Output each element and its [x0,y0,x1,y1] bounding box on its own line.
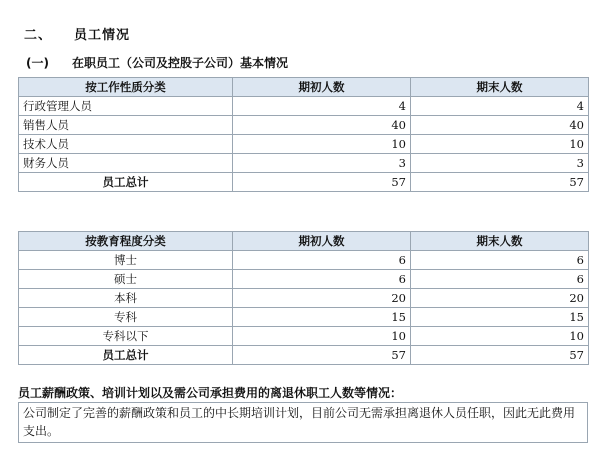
employee-nature-table [18,77,589,192]
total-row [19,173,589,192]
begin-count: 20 [233,289,411,308]
column-header: 期初人数 [233,232,411,251]
begin-count: 6 [233,270,411,289]
total-label: 员工总计 [19,173,233,192]
end-count: 20 [411,289,589,308]
row-label: 硕士 [19,270,233,289]
table-header-row [19,78,589,97]
column-header: 期初人数 [233,78,411,97]
employee-education-table [18,231,589,365]
begin-count: 40 [233,116,411,135]
policy-heading: 员工薪酬政策、培训计划以及需公司承担费用的离退休职工人数等情况： [18,386,403,400]
subsection-heading [26,54,288,71]
row-label: 专科 [19,308,233,327]
table-row [19,327,589,346]
table-row [19,154,589,173]
row-label: 销售人员 [19,116,233,135]
table-header-row [19,232,589,251]
table-row [19,116,589,135]
begin-count: 10 [233,327,411,346]
row-label: 专科以下 [19,327,233,346]
end-count: 6 [411,251,589,270]
column-header: 期末人数 [411,78,589,97]
total-begin: 57 [233,346,411,365]
row-label: 博士 [19,251,233,270]
table-row [19,289,589,308]
total-row [19,346,589,365]
end-count: 10 [411,327,589,346]
column-header: 期末人数 [411,232,589,251]
begin-count: 15 [233,308,411,327]
table-row [19,135,589,154]
subsection-title: 在职员工（公司及控股子公司）基本情况 [72,56,289,70]
total-begin: 57 [233,173,411,192]
begin-count: 3 [233,154,411,173]
end-count: 4 [411,97,589,116]
column-header: 按工作性质分类 [19,78,233,97]
table-row [19,97,589,116]
table-row [19,251,589,270]
end-count: 40 [411,116,589,135]
subsection-number: (一) [26,56,49,70]
total-label: 员工总计 [19,346,233,365]
row-label: 财务人员 [19,154,233,173]
column-header: 按教育程度分类 [19,232,233,251]
row-label: 本科 [19,289,233,308]
end-count: 10 [411,135,589,154]
begin-count: 4 [233,97,411,116]
end-count: 3 [411,154,589,173]
row-label: 行政管理人员 [19,97,233,116]
policy-text: 公司制定了完善的薪酬政策和员工的中长期培训计划，目前公司无需承担离退休人员任职，因此无此费用支出。 [18,402,588,443]
total-end: 57 [411,173,589,192]
total-end: 57 [411,346,589,365]
begin-count: 6 [233,251,411,270]
section-heading [24,24,130,43]
section-number: 二、 [24,28,53,43]
row-label: 技术人员 [19,135,233,154]
begin-count: 10 [233,135,411,154]
end-count: 15 [411,308,589,327]
table-row [19,270,589,289]
end-count: 6 [411,270,589,289]
table-row [19,308,589,327]
section-title: 员工情况 [74,28,131,43]
